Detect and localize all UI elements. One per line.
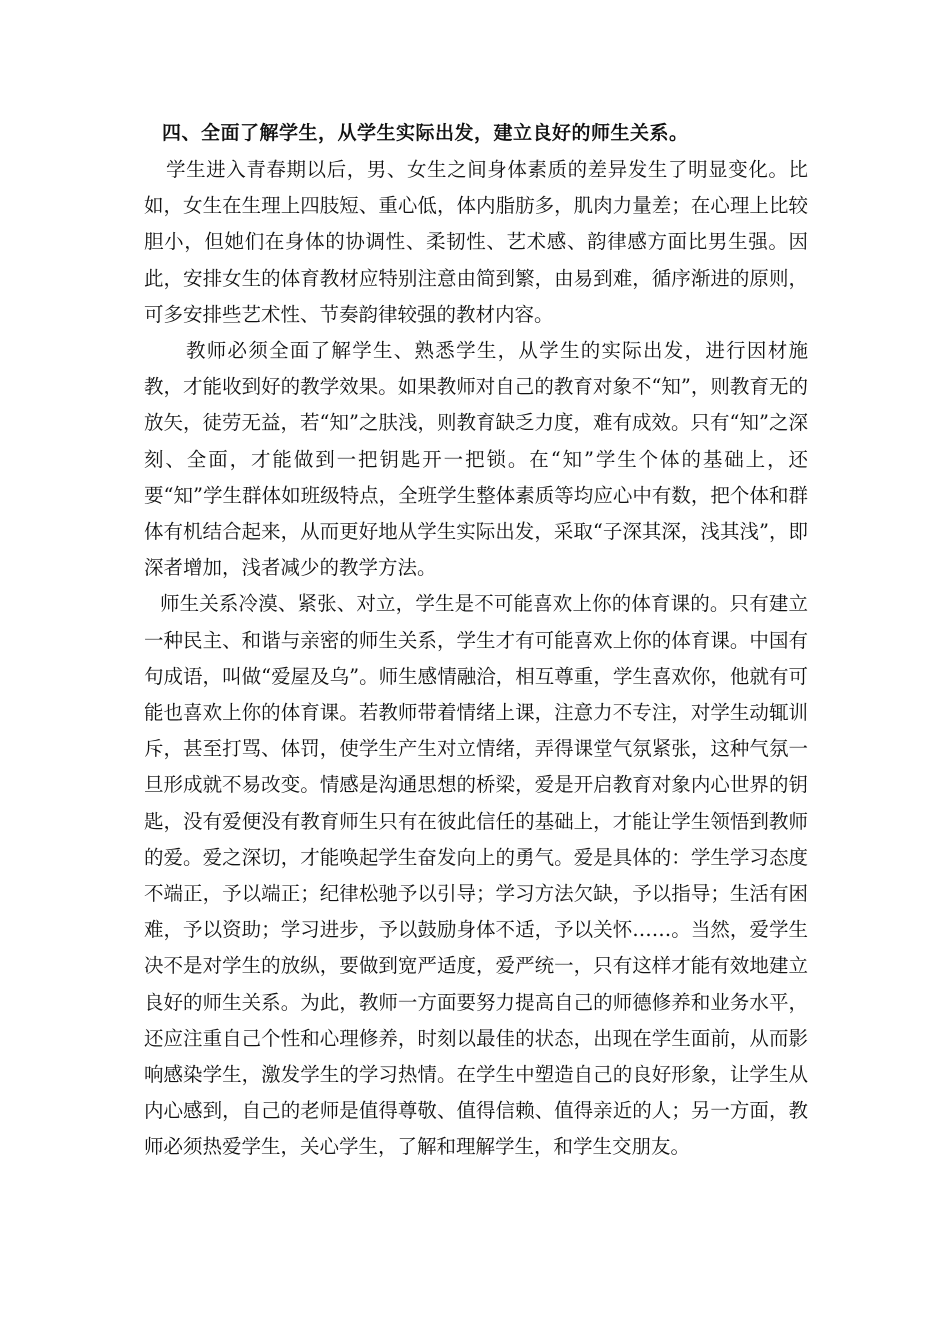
paragraph-student-puberty: 学生进入青春期以后，男、女生之间身体素质的差异发生了明显变化。比如，女生在生理上四肢短、重心低，体内脂肪多，肌肉力量差；在心理上比较胆小，但她们在身体的协调性、柔韧性、艺术感、韵律感方面比男生强。因此，安排女生的体育教材应特别注意由简到繁，由易到难，循序渐进的原则，可多安排些艺术性、节奏韵律较强的教材内容。 — [144, 158, 808, 326]
document-page — [144, 118, 808, 1166]
paragraph-know-students: 教师必须全面了解学生、熟悉学生，从学生的实际出发，进行因材施教，才能收到好的教学效果。如果教师对自己的教育对象不“知”，则教育无的放矢，徒劳无益，若“知”之肤浅，则教育缺乏力度，难有成效。只有“知”之深刻、全面，才能做到一把钥匙开一把锁。在“知”学生个体的基础上，还要“知”学生群体如班级特点，全班学生整体素质等均应心中有数，把个体和群体有机结合起来，从而更好地从学生实际出发，采取“子深其深，浅其浅”，即深者增加，浅者减少的教学方法。 — [144, 339, 808, 580]
paragraph-teacher-student-relationship: 师生关系冷漠、紧张、对立，学生是不可能喜欢上你的体育课的。只有建立一种民主、和谐与亲密的师生关系，学生才有可能喜欢上你的体育课。中国有句成语，叫做“爱屋及乌”。师生感情融洽，相互尊重，学生喜欢你，他就有可能也喜欢上你的体育课。若教师带着情绪上课，注意力不专注，对学生动辄训斥，甚至打骂、体罚，使学生产生对立情绪，弄得课堂气氛紧张，这种气氛一旦形成就不易改变。情感是沟通思想的桥梁，爱是开启教育对象内心世界的钥匙，没有爱便没有教育师生只有在彼此信任的基础上，才能让学生领悟到教师的爱。爱之深切，才能唤起学生奋发向上的勇气。爱是具体的：学生学习态度不端正，予以端正；纪律松驰予以引导；学习方法欠缺，予以指导；生活有困难，予以资助；学习进步，予以鼓励身体不适，予以关怀……。当然，爱学生决不是对学生的放纵，要做到宽严适度，爱严统一，只有这样才能有效地建立良好的师生关系。为此，教师一方面要努力提高自己的师德修养和业务水平，还应注重自己个性和心理修养，时刻以最佳的状态，出现在学生面前，从而影响感染学生，激发学生的学习热情。在学生中塑造自己的良好形象，让学生从内心感到，自己的老师是值得尊敬、值得信赖、值得亲近的人；另一方面，教师必须热爱学生，关心学生，了解和理解学生，和学生交朋友。 — [144, 592, 808, 1159]
section-heading: 四、全面了解学生，从学生实际出发，建立良好的师生关系。 — [162, 122, 689, 144]
